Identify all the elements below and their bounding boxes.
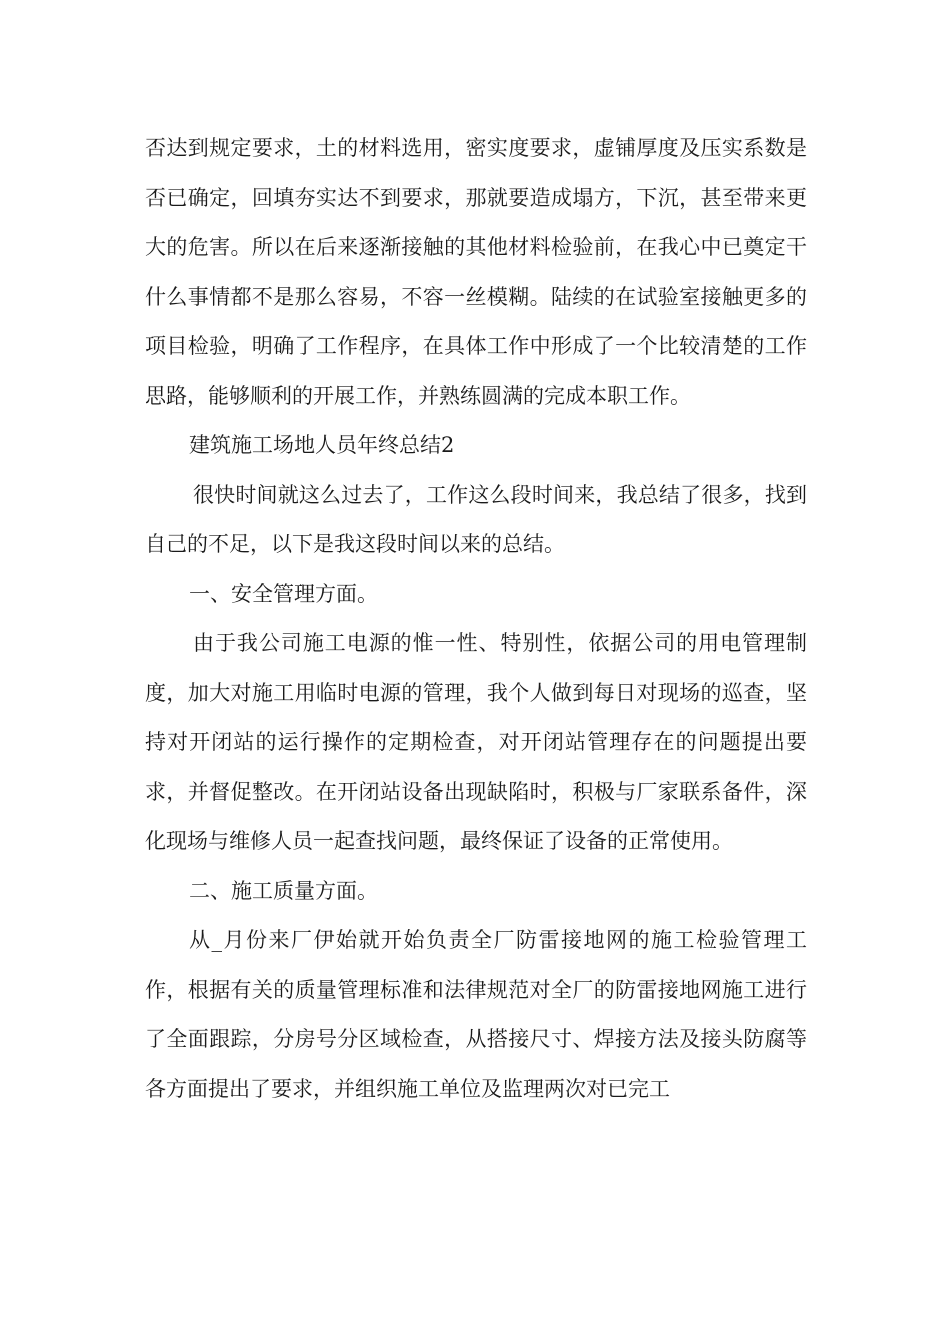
document-body [145, 124, 807, 1114]
paragraph-safety: 由于我公司施工电源的惟一性、特别性，依据公司的用电管理制度，加大对施工用临时电源的管理，我个人做到每日对现场的巡查，坚持对开闭站的运行操作的定期检查，对开闭站管理存在的问题提出要求，并督促整改。在开闭站设备出现缺陷时，积极与厂家联系备件，深化现场与维修人员一起查找问题，最终保证了设备的正常使用。 [145, 631, 807, 853]
subheading-quality: 二、施工质量方面。 [189, 878, 378, 903]
paragraph-intro: 很快时间就这么过去了，工作这么段时间来，我总结了很多，找到自己的不足，以下是我这段时间以来的总结。 [145, 482, 807, 556]
paragraph-quality: 从_月份来厂伊始就开始负责全厂防雷接地网的施工检验管理工作，根据有关的质量管理标准和法律规范对全厂的防雷接地网施工进行了全面跟踪，分房号分区域检查，从搭接尺寸、焊接方法及接头防腐等各方面提出了要求，并组织施工单位及监理两次对已完工 [145, 928, 807, 1101]
subheading-safety: 一、安全管理方面。 [189, 581, 378, 606]
paragraph-continuation: 否达到规定要求，土的材料选用，密实度要求，虚铺厚度及压实系数是否已确定，回填夯实达不到要求，那就要造成塌方，下沉，甚至带来更大的危害。所以在后来逐渐接触的其他材料检验前，在我心中已奠定干什么事情都不是那么容易，不容一丝模糊。陆续的在试验室接触更多的项目检验，明确了工作程序，在具体工作中形成了一个比较清楚的工作思路，能够顺利的开展工作，并熟练圆满的完成本职工作。 [145, 136, 807, 408]
section-heading: 建筑施工场地人员年终总结2 [189, 433, 455, 457]
